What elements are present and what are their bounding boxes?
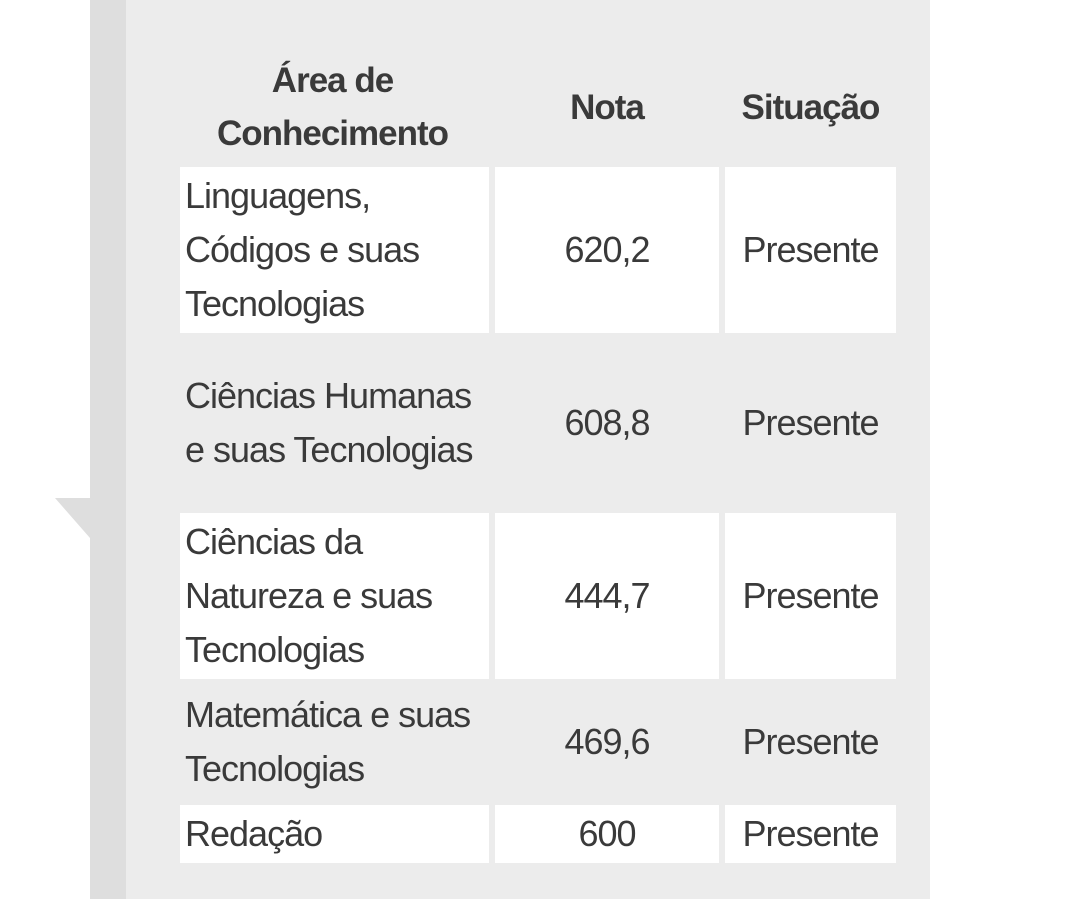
table-row	[180, 513, 896, 679]
table-row	[180, 167, 896, 333]
header-nota: Nota	[570, 87, 644, 127]
cell-situacao: Presente	[725, 513, 896, 679]
cell-situacao: Presente	[725, 167, 896, 333]
table-row	[180, 805, 896, 863]
cell-nota: 469,6	[564, 721, 650, 762]
cell-area: Ciências da Natureza e suas Tecnologias	[180, 513, 489, 679]
cell-area: Linguagens, Códigos e suas Tecnologias	[180, 167, 489, 333]
cell-nota: 600	[495, 805, 719, 863]
scores-table	[174, 47, 902, 868]
cell-nota: 608,8	[564, 402, 650, 443]
cell-nota: 444,7	[495, 513, 719, 679]
cell-situacao: Presente	[725, 805, 896, 863]
table-header-row	[180, 52, 896, 162]
cell-situacao: Presente	[742, 721, 879, 762]
header-area: Área de Conhecimento	[216, 61, 449, 153]
cell-nota: 620,2	[495, 167, 719, 333]
header-situacao: Situação	[741, 87, 880, 127]
table-row	[180, 338, 896, 508]
cell-area: Ciências Humanas e suas Tecnologias	[185, 375, 473, 470]
table-row	[180, 684, 896, 800]
speech-pointer	[55, 498, 90, 538]
cell-area: Redação	[180, 805, 489, 863]
cell-situacao: Presente	[742, 402, 879, 443]
cell-area: Matemática e suas Tecnologias	[185, 694, 471, 789]
